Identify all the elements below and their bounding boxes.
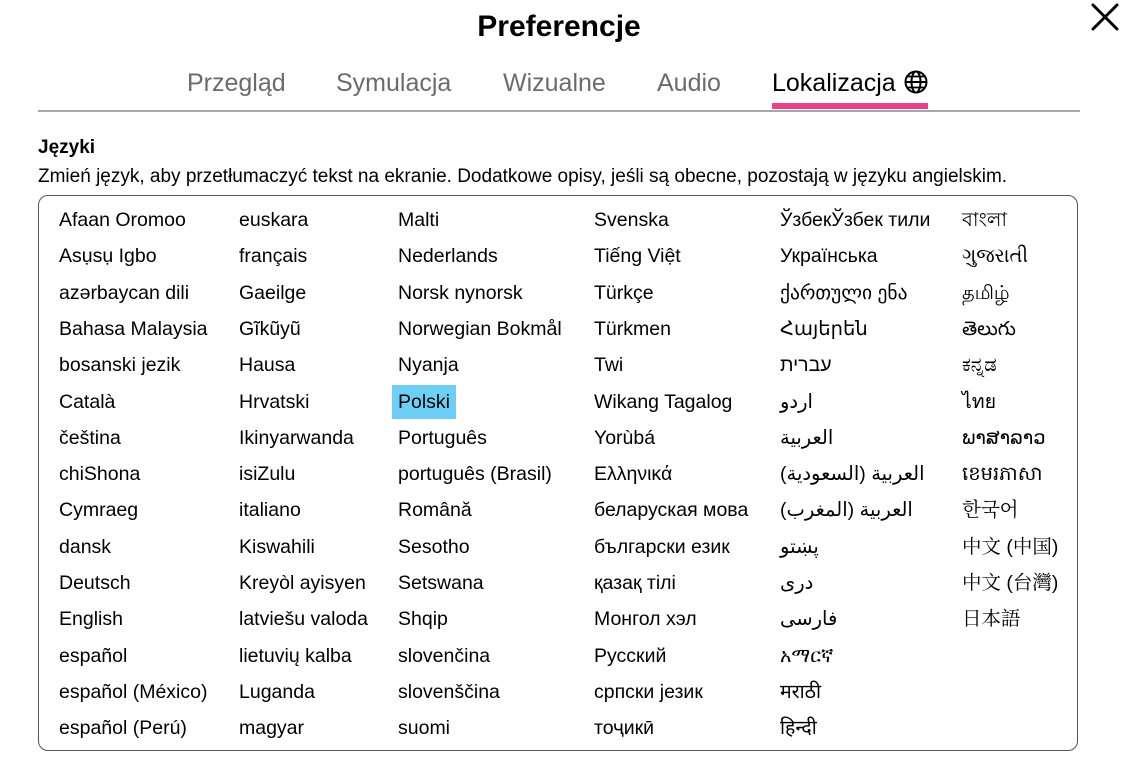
language-option[interactable]: Türkmen — [594, 317, 671, 340]
language-option[interactable]: беларуская мова — [594, 499, 749, 522]
tab-label: Lokalizacja — [772, 69, 896, 97]
language-option[interactable]: ქართული ენა — [780, 281, 908, 304]
tab-label: Audio — [657, 69, 721, 97]
language-option[interactable]: Türkçe — [594, 281, 654, 304]
language-option[interactable]: العربية (السعودية) — [780, 463, 925, 486]
language-option[interactable]: বাংলা — [962, 209, 1008, 231]
language-option[interactable]: Português — [398, 426, 487, 449]
language-option[interactable]: Gĩkũyũ — [239, 317, 301, 340]
language-option[interactable]: Gaeilge — [239, 281, 307, 304]
language-option[interactable]: العربية — [780, 426, 834, 449]
language-option[interactable]: slovenčina — [398, 644, 491, 667]
language-option[interactable]: پښتو — [780, 535, 819, 558]
language-option[interactable]: Català — [59, 390, 116, 413]
language-option[interactable]: тоҷикӣ — [594, 717, 655, 740]
close-icon — [1086, 0, 1124, 36]
language-option[interactable]: 中文 (中国) — [962, 535, 1059, 558]
close-button[interactable] — [1086, 0, 1124, 36]
languages-description: Zmień język, aby przetłumaczyć tekst na ekranie. Dodatkowe opisy, jeśli są obecne, pozostają w języku angielskim. — [38, 166, 1008, 187]
language-option[interactable]: português (Brasil) — [398, 463, 552, 486]
language-option[interactable]: ไทย — [962, 390, 997, 413]
language-option[interactable]: 中文 (台灣) — [962, 572, 1059, 594]
language-option[interactable]: Yorùbá — [594, 426, 656, 449]
language-option[interactable]: Cymraeg — [59, 499, 139, 522]
language-option[interactable]: suomi — [398, 717, 451, 740]
language-option[interactable]: درى — [780, 572, 814, 594]
language-option[interactable]: Tiếng Việt — [594, 245, 681, 268]
language-option[interactable]: Ikinyarwanda — [239, 426, 354, 449]
language-option[interactable]: فارسی — [780, 608, 838, 631]
language-option[interactable]: español — [59, 644, 128, 667]
language-option[interactable]: Ελληνικά — [594, 463, 673, 486]
language-option[interactable]: Asụsụ Igbo — [59, 245, 157, 268]
language-option[interactable]: Luganda — [239, 680, 315, 703]
language-option[interactable]: Nederlands — [398, 245, 498, 268]
language-option[interactable]: српски језик — [594, 680, 703, 703]
language-option[interactable]: български език — [594, 535, 730, 558]
dialog-title: Preferencje — [477, 10, 641, 43]
language-option[interactable]: Hrvatski — [239, 390, 310, 413]
language-option[interactable]: አማርኛ — [780, 644, 834, 667]
language-option[interactable]: Hausa — [239, 354, 296, 377]
language-option[interactable]: Malti — [398, 209, 440, 231]
language-option[interactable]: Bahasa Malaysia — [59, 317, 208, 340]
language-option[interactable]: 한국어 — [962, 499, 1019, 522]
language-option[interactable]: Norsk nynorsk — [398, 281, 523, 304]
language-option[interactable]: Kiswahili — [239, 535, 315, 558]
language-option[interactable]: اردو — [780, 390, 813, 413]
language-option[interactable]: euskara — [239, 209, 309, 231]
language-option[interactable]: latviešu valoda — [239, 608, 368, 631]
language-option[interactable]: Shqip — [398, 608, 448, 631]
language-option[interactable]: தமிழ் — [962, 281, 1010, 304]
language-option[interactable]: français — [239, 245, 308, 268]
language-option[interactable]: Setswana — [398, 572, 484, 594]
language-option[interactable]: lietuvių kalba — [239, 644, 352, 667]
language-option[interactable]: עברית — [780, 354, 832, 377]
language-option[interactable]: Русский — [594, 644, 667, 667]
language-option[interactable]: Deutsch — [59, 572, 131, 594]
language-option[interactable]: Svenska — [594, 209, 669, 231]
preferences-tabs — [38, 66, 1080, 112]
language-option[interactable]: Kreyòl ayisyen — [239, 572, 366, 594]
language-option[interactable]: Монгол хэл — [594, 608, 697, 631]
tab-label: Wizualne — [503, 69, 606, 97]
language-option[interactable]: ЎзбекЎзбек тили — [780, 209, 931, 231]
languages-heading: Języki — [38, 137, 96, 158]
tab-overview[interactable] — [187, 66, 286, 100]
language-option[interactable]: italiano — [239, 499, 301, 522]
language-option[interactable]: magyar — [239, 717, 305, 740]
tab-localization[interactable] — [772, 66, 928, 103]
language-option[interactable]: English — [59, 608, 123, 631]
language-list — [38, 195, 1078, 751]
language-option[interactable]: Українська — [780, 245, 878, 268]
language-option[interactable]: Română — [398, 499, 472, 522]
tab-visual[interactable] — [503, 66, 606, 100]
language-option[interactable]: ພາສາລາວ — [962, 426, 1046, 449]
language-option[interactable]: 日本語 — [962, 608, 1021, 631]
tab-audio[interactable] — [657, 66, 721, 100]
language-option[interactable]: తెలుగు — [962, 317, 1016, 340]
language-option[interactable]: हिन्दी — [780, 717, 817, 740]
language-option[interactable]: Afaan Oromoo — [59, 209, 186, 231]
tab-label: Przegląd — [187, 69, 286, 97]
language-option[interactable]: Nyanja — [398, 354, 459, 377]
language-option[interactable]: español (Perú) — [59, 717, 187, 740]
language-option[interactable]: Sesotho — [398, 535, 470, 558]
language-option[interactable]: español (México) — [59, 680, 208, 703]
language-option[interactable]: bosanski jezik — [59, 354, 181, 377]
language-option[interactable]: Twi — [594, 354, 624, 377]
language-option[interactable]: ગુજરાતી — [962, 245, 1029, 268]
tab-label: Symulacja — [336, 69, 452, 97]
tab-simulation[interactable] — [336, 66, 451, 100]
globe-icon — [904, 69, 928, 103]
language-option-selected[interactable]: Polski — [392, 385, 456, 419]
language-option[interactable]: isiZulu — [239, 463, 296, 486]
language-option[interactable]: العربية (المغرب) — [780, 499, 913, 522]
language-option[interactable]: қазақ тілі — [594, 572, 676, 594]
language-option[interactable]: Norwegian Bokmål — [398, 317, 562, 340]
language-option[interactable]: chiShona — [59, 463, 141, 486]
language-option[interactable]: ಕನ್ನಡ — [962, 354, 997, 377]
language-option[interactable]: slovenščina — [398, 680, 500, 703]
language-option[interactable]: Հայերեն — [780, 317, 868, 340]
language-option[interactable]: ខេមរភាសា — [962, 463, 1043, 486]
language-option[interactable]: azərbaycan dili — [59, 281, 190, 304]
language-option[interactable]: dansk — [59, 535, 112, 558]
language-option[interactable]: čeština — [59, 426, 121, 449]
language-option[interactable]: Wikang Tagalog — [594, 390, 733, 413]
language-option[interactable]: मराठी — [780, 680, 822, 703]
